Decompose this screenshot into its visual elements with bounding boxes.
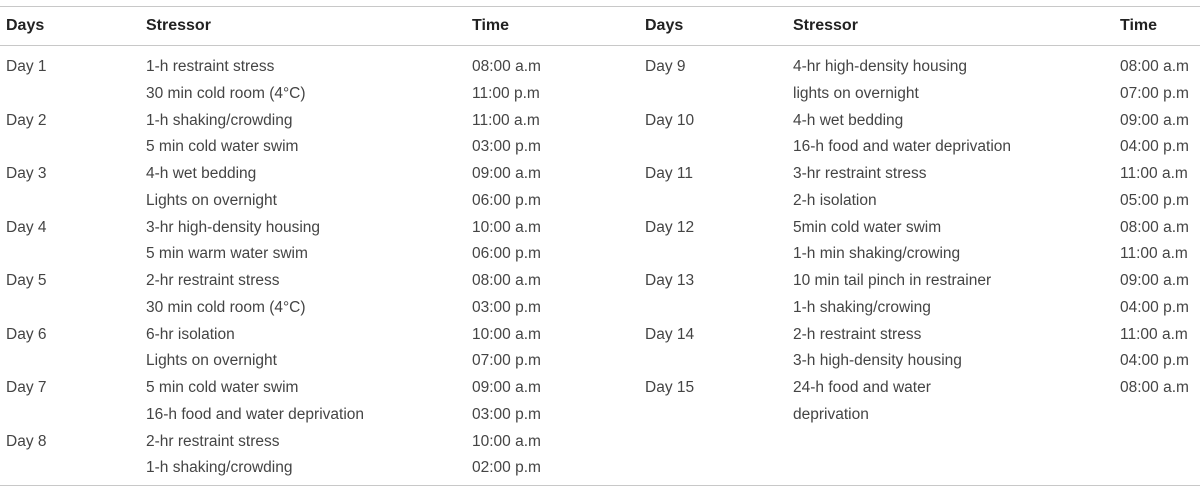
left-table-stressor-cell: 30 min cold room (4°C) bbox=[146, 299, 306, 316]
right-table-stressor-cell: lights on overnight bbox=[793, 85, 919, 102]
table-bottom-rule bbox=[0, 485, 1200, 486]
right-table-stressor-cell: 1-h shaking/crowing bbox=[793, 299, 931, 316]
right-table-time-cell: 07:00 p.m bbox=[1120, 85, 1189, 102]
left-table-stressor-cell: 5 min cold water swim bbox=[146, 138, 299, 155]
left-table-stressor-cell: 1-h shaking/crowding bbox=[146, 112, 293, 129]
right-table-time-cell: 04:00 p.m bbox=[1120, 138, 1189, 155]
right-table-stressor-cell: 5min cold water swim bbox=[793, 219, 942, 236]
right-table-day-cell: Day 12 bbox=[645, 219, 695, 236]
left-table-time-cell: 10:00 a.m bbox=[472, 433, 541, 450]
right-table-time-cell: 09:00 a.m bbox=[1120, 272, 1189, 289]
left-table-stressor-cell: 1-h restraint stress bbox=[146, 58, 275, 75]
left-table-time-cell: 02:00 p.m bbox=[472, 459, 541, 476]
left-table-day-cell: Day 1 bbox=[6, 58, 47, 75]
left-table-stressor-cell: 2-hr restraint stress bbox=[146, 433, 280, 450]
right-table-time-cell: 04:00 p.m bbox=[1120, 299, 1189, 316]
right-time-header: Time bbox=[1120, 17, 1158, 34]
left-table-time-cell: 08:00 a.m bbox=[472, 58, 541, 75]
left-table-time-cell: 06:00 p.m bbox=[472, 245, 541, 262]
left-table-stressor-cell: 1-h shaking/crowding bbox=[146, 459, 293, 476]
left-table-time-cell: 08:00 a.m bbox=[472, 272, 541, 289]
left-table-day-cell: Day 2 bbox=[6, 112, 47, 129]
right-table-time-cell: 08:00 a.m bbox=[1120, 58, 1189, 75]
right-table-day-cell: Day 9 bbox=[645, 58, 686, 75]
right-table-stressor-cell: deprivation bbox=[793, 406, 869, 423]
right-table-day-cell: Day 10 bbox=[645, 112, 695, 129]
right-stressor-header: Stressor bbox=[793, 17, 858, 34]
right-table-time-cell: 09:00 a.m bbox=[1120, 112, 1189, 129]
left-table-day-cell: Day 5 bbox=[6, 272, 47, 289]
right-table-stressor-cell: 10 min tail pinch in restrainer bbox=[793, 272, 992, 289]
left-table-time-cell: 09:00 a.m bbox=[472, 379, 541, 396]
right-table-stressor-cell: 2-h restraint stress bbox=[793, 326, 922, 343]
left-table-day-cell: Day 7 bbox=[6, 379, 47, 396]
right-table-time-cell: 04:00 p.m bbox=[1120, 352, 1189, 369]
left-table-time-cell: 10:00 a.m bbox=[472, 326, 541, 343]
left-days-header: Days bbox=[6, 17, 45, 34]
right-table-time-cell: 11:00 a.m bbox=[1120, 245, 1188, 262]
left-table-time-cell: 06:00 p.m bbox=[472, 192, 541, 209]
left-time-header: Time bbox=[472, 17, 510, 34]
right-table-time-cell: 08:00 a.m bbox=[1120, 219, 1189, 236]
right-table-time-cell: 11:00 a.m bbox=[1120, 326, 1188, 343]
right-table-stressor-cell: 4-h wet bedding bbox=[793, 112, 904, 129]
left-table-day-cell: Day 6 bbox=[6, 326, 47, 343]
right-table-stressor-cell: 3-h high-density housing bbox=[793, 352, 962, 369]
right-table-stressor-cell: 3-hr restraint stress bbox=[793, 165, 927, 182]
right-table-day-cell: Day 15 bbox=[645, 379, 695, 396]
right-table-stressor-cell: 4-hr high-density housing bbox=[793, 58, 968, 75]
left-table-day-cell: Day 4 bbox=[6, 219, 47, 236]
left-table-time-cell: 11:00 a.m bbox=[472, 112, 540, 129]
right-table-time-cell: 05:00 p.m bbox=[1120, 192, 1189, 209]
left-table-stressor-cell: 3-hr high-density housing bbox=[146, 219, 321, 236]
left-stressor-header: Stressor bbox=[146, 17, 211, 34]
left-table-stressor-cell: 4-h wet bedding bbox=[146, 165, 257, 182]
left-table-stressor-cell: 5 min warm water swim bbox=[146, 245, 308, 262]
right-table-stressor-cell: 24-h food and water bbox=[793, 379, 931, 396]
left-table-stressor-cell: Lights on overnight bbox=[146, 352, 277, 369]
right-table-day-cell: Day 14 bbox=[645, 326, 695, 343]
left-table-stressor-cell: 30 min cold room (4°C) bbox=[146, 85, 306, 102]
left-table-time-cell: 03:00 p.m bbox=[472, 299, 541, 316]
left-table-stressor-cell: 2-hr restraint stress bbox=[146, 272, 280, 289]
left-table-time-cell: 09:00 a.m bbox=[472, 165, 541, 182]
right-table-stressor-cell: 1-h min shaking/crowing bbox=[793, 245, 961, 262]
table-header-rule bbox=[0, 45, 1200, 46]
right-table-day-cell: Day 11 bbox=[645, 165, 693, 182]
right-table-day-cell: Day 13 bbox=[645, 272, 695, 289]
left-table-day-cell: Day 3 bbox=[6, 165, 47, 182]
right-table-time-cell: 11:00 a.m bbox=[1120, 165, 1188, 182]
left-table-stressor-cell: Lights on overnight bbox=[146, 192, 277, 209]
left-table-stressor-cell: 6-hr isolation bbox=[146, 326, 235, 343]
table-top-rule bbox=[0, 6, 1200, 7]
left-table-day-cell: Day 8 bbox=[6, 433, 47, 450]
right-table-stressor-cell: 2-h isolation bbox=[793, 192, 877, 209]
left-table-time-cell: 03:00 p.m bbox=[472, 138, 541, 155]
left-table-time-cell: 03:00 p.m bbox=[472, 406, 541, 423]
left-table-time-cell: 07:00 p.m bbox=[472, 352, 541, 369]
right-days-header: Days bbox=[645, 17, 684, 34]
left-table-stressor-cell: 16-h food and water deprivation bbox=[146, 406, 365, 423]
left-table-time-cell: 11:00 p.m bbox=[472, 85, 540, 102]
right-table-time-cell: 08:00 a.m bbox=[1120, 379, 1189, 396]
right-table-stressor-cell: 16-h food and water deprivation bbox=[793, 138, 1012, 155]
left-table-time-cell: 10:00 a.m bbox=[472, 219, 541, 236]
left-table-stressor-cell: 5 min cold water swim bbox=[146, 379, 299, 396]
